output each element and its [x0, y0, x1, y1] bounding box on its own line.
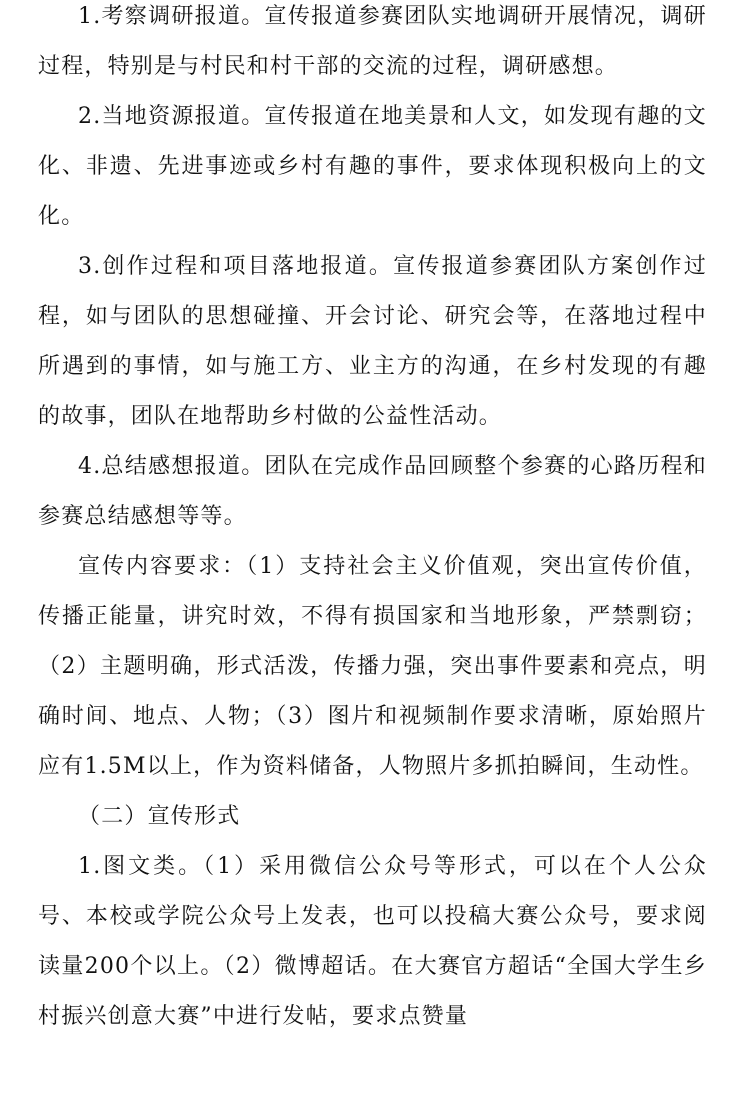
paragraph-creation-process-report: 3.创作过程和项目落地报道。宣传报道参赛团队方案创作过程，如与团队的思想碰撞、开会讨论、研究会等，在落地过程中所遇到的事情，如与施工方、业主方的沟通，在乡村发现的有趣的故事，团队在地帮助乡村做的公益性活动。 — [38, 254, 707, 429]
paragraph-image-text-type: 1.图文类。（1）采用微信公众号等形式，可以在个人公众号、本校或学院公众号上发表，也可以投稿大赛公众号，要求阅读量200个以上。（2）微博超话。在大赛官方超话“全国大学生乡村振兴创意大赛”中进行发帖，要求点赞量 — [38, 854, 707, 1029]
section-heading-publicity-forms: （二）宣传形式 — [78, 804, 241, 829]
paragraph-research-report: 1.考察调研报道。宣传报道参赛团队实地调研开展情况，调研过程，特别是与村民和村干部的交流的过程，调研感想。 — [38, 4, 707, 79]
paragraph-content-requirements: 宣传内容要求：（1）支持社会主义价值观，突出宣传价值，传播正能量，讲究时效，不得有损国家和当地形象，严禁剽窃；（2）主题明确，形式活泼，传播力强，突出事件要素和亮点，明确时间、地点、人物；（3）图片和视频制作要求清晰，原始照片应有1.5M以上，作为资料储备，人物照片多抓拍瞬间，生动性。 — [38, 554, 707, 779]
paragraph-summary-report: 4.总结感想报道。团队在完成作品回顾整个参赛的心路历程和参赛总结感想等等。 — [38, 454, 707, 529]
paragraph-local-resources-report: 2.当地资源报道。宣传报道在地美景和人文，如发现有趣的文化、非遗、先进事迹或乡村有趣的事件，要求体现积极向上的文化。 — [38, 104, 707, 229]
